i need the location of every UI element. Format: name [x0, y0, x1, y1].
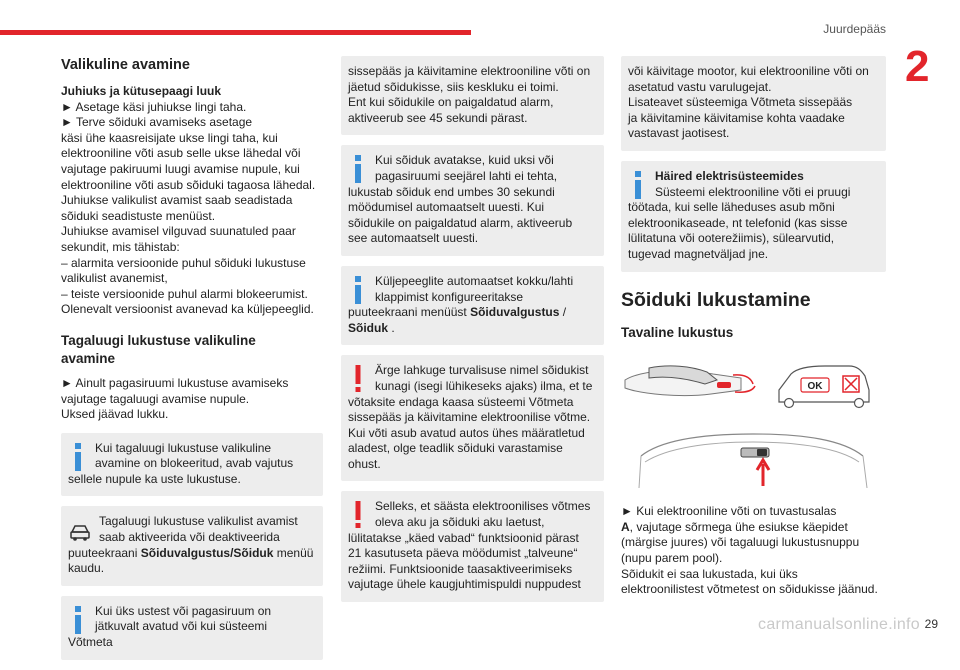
text-line: A, vajutage sõrmega ühe esiukse käepidet [621, 519, 848, 534]
info-box: Kui üks ustest või pagasiruum on jätkuvalt avatud või kui süsteemi Võtmeta [61, 596, 323, 660]
info-box: Küljepeeglite automaatset kokku/lahti klappimist konfigureeritakse puuteekraani menüüst Sõiduvalgustus / Sõiduk . [341, 266, 604, 345]
info-icon [349, 275, 367, 305]
heading-tailgate-unlocking: Tagaluugi lukustuse valikuline avamine [61, 332, 256, 366]
info-box-continued: sissepääs ja käivitamine elektrooniline võti on jäetud sõidukisse, siis keskluku ei toimi. Ent kui sõidukile on paigaldatud alarm, aktiveerub see 45 sekundi pärast. [341, 56, 604, 135]
text-line: valikulist avanemist, [61, 271, 168, 286]
section-title: Juurdepääs [823, 22, 886, 36]
locking-illustration [621, 356, 886, 496]
text-line: sekundit, mis tähistab: [61, 239, 180, 254]
chapter-number: 2 [905, 42, 930, 91]
info-box: Kui tagaluugi lukustuse valikuline avamine on blokeeritud, avab vajutus sellele nupule ka uste lukustuse. [61, 433, 323, 497]
text-line: ► Ainult pagasiruumi lukustuse avamiseks [61, 375, 289, 390]
car-icon [69, 515, 91, 545]
text-line: – teiste versioonide puhul alarmi blokeerumist. [61, 286, 308, 301]
column-3 [621, 56, 886, 598]
column-2 [341, 56, 604, 612]
text-line: elektroonilistest võtmetest on sõidukisse jäänud. [621, 582, 878, 597]
text-line: (märgise juures) või tagaluugi lukustusnuppu [621, 535, 860, 550]
info-box-continued: või käivitage mootor, kui elektrooniline võti on asetatud vastu varulugejat. Lisateavet süsteemiga Võtmeta sissepääs ja käivitamine käivitamise kohta vaadake vastavast jaotisest. [621, 56, 886, 151]
text-line: ► Asetage käsi juhiukse lingi taha. [61, 99, 247, 114]
text-line: vajutage tagaluugi avamise nupule. [61, 391, 250, 406]
ok-label: OK [807, 380, 823, 392]
text-line: sõiduki seadistuste menüüst. [61, 208, 216, 223]
text-line: Juhiukse valikulist avamist saab seadistada [61, 193, 293, 208]
text-line: elektrooniline võti asub sõiduki tagaosa lähedal. [61, 177, 316, 192]
text-line: ► Terve sõiduki avamiseks asetage [61, 115, 253, 130]
heading-normal-locking: Tavaline lukustus [621, 324, 734, 340]
text-line: Uksed jäävad lukku. [61, 407, 169, 422]
warning-icon [349, 500, 367, 530]
info-icon [69, 605, 87, 635]
text-line: käsi ühe kaasreisijate ukse lingi taha, kui [61, 130, 278, 145]
door-handle-graphic [625, 365, 755, 395]
text-line: – alarmita versioonide puhul sõiduki lukustuse [61, 255, 306, 270]
text-line: ► Kui elektrooniline võti on tuvastusalas [621, 504, 837, 519]
text-line: vajutage pakiruumi luugi avamise nupule, kui [61, 161, 300, 176]
info-icon [629, 170, 647, 200]
page-number: 29 [924, 617, 938, 631]
text-line: (nupu parem pool). [621, 550, 723, 565]
heading-vehicle-locking: Sõiduki lukustamine [621, 288, 811, 311]
text-line: Olenevalt versioonist avanevad ka küljepeeglid. [61, 302, 314, 317]
warning-icon [349, 364, 367, 394]
tailgate-button-graphic [639, 434, 867, 488]
car-lock-graphic [779, 366, 869, 408]
header-accent-bar [0, 30, 471, 35]
heading-selective-unlocking: Valikuline avamine [61, 57, 190, 73]
subheading-driver-door: Juhiuks ja kütusepaagi luuk [61, 84, 222, 98]
text-line: elektrooniline võti asub selle ukse lähedal või [61, 146, 301, 161]
warning-box: Ärge lahkuge turvalisuse nimel sõidukist kunagi (isegi lühikeseks ajaks) ilma, et te võtaksite endaga kaasa süsteemi Võtmeta sissepääs ja käivitamine elektroonilise võtme. Kui võti asub avatud autos ühes määratletud aladest, olge teadlik sõiduki varastamise ohust. [341, 355, 604, 481]
watermark: carmanualsonline.info [758, 616, 920, 633]
text-line: Sõidukit ei saa lukustada, kui üks [621, 566, 798, 581]
settings-box: Tagaluugi lukustuse valikulist avamist saab aktiveerida või deaktiveerida puuteekraani Sõiduvalgustus/Sõiduk menüü kaudu. [61, 506, 323, 585]
info-icon [69, 442, 87, 472]
info-box: Häired elektrisüsteemides Süsteemi elektrooniline võti ei pruugi töötada, kui selle läheduses asub mõni elektroonikaseade, nt telefonid (kas sisse lülitatuna või ooterežiimis), sülearvutid, tugevad magnetväljad jne. [621, 161, 886, 272]
column-1 [61, 56, 323, 670]
box-title: Häired elektrisüsteemides [655, 168, 804, 183]
info-box: Kui sõiduk avatakse, kuid uksi või pagasiruumi seejärel lahti ei tehta, lukustab sõiduk end umbes 30 sekundi möödumisel automaatselt uuesti. Kui sõidukile on paigaldatud alarm, aktiveerub see automaatselt uuesti. [341, 145, 604, 256]
warning-box: Selleks, et säästa elektroonilises võtmes oleva aku ja sõiduki aku laetust, lülitatakse „käed vabad“ funktsioonid pärast 21 kasutuseta päeva möödumist „talveune“ režiimi. Funktsioonide taasaktiveerimiseks vajutage ühele kaugjuhtimispuldi nuppudest [341, 491, 604, 602]
text-line: Juhiukse avamisel vilguvad suunatuled paar [61, 224, 296, 239]
info-icon [349, 154, 367, 184]
